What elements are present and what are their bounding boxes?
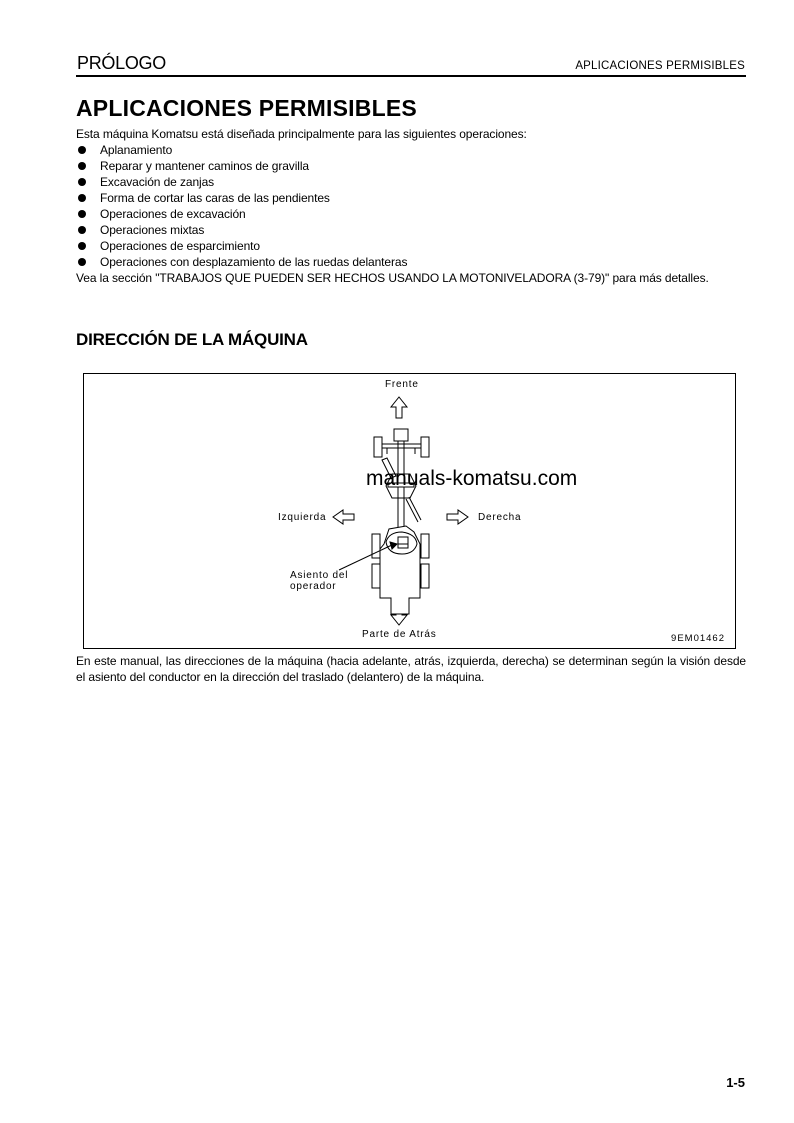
- label-front: Frente: [385, 379, 419, 390]
- figure-code: 9EM01462: [671, 633, 725, 644]
- label-seat-line2: operador: [290, 581, 337, 592]
- label-rear: Parte de Atrás: [362, 629, 437, 640]
- bullet-icon: [78, 226, 86, 234]
- page-number: 1-5: [726, 1075, 745, 1090]
- label-right: Derecha: [478, 512, 522, 523]
- direction-title: DIRECCIÓN DE LA MÁQUINA: [76, 330, 308, 349]
- list-item: Excavación de zanjas: [76, 174, 407, 190]
- bullet-icon: [78, 194, 86, 202]
- bullet-icon: [78, 258, 86, 266]
- motor-grader-diagram-icon: [84, 374, 737, 650]
- see-more-text: Vea la sección "TRABAJOS QUE PUEDEN SER HECHOS USANDO LA MOTONIVELADORA (3-79)" para más detalles.: [76, 271, 709, 285]
- bullet-icon: [78, 242, 86, 250]
- header-rule: [76, 75, 746, 77]
- page-header-topic: APLICACIONES PERMISIBLES: [575, 60, 745, 72]
- list-item: Forma de cortar las caras de las pendientes: [76, 190, 407, 206]
- list-item: Operaciones de excavación: [76, 206, 407, 222]
- applications-intro: Esta máquina Komatsu está diseñada principalmente para las siguientes operaciones:: [76, 127, 527, 141]
- list-item: Operaciones mixtas: [76, 222, 407, 238]
- bullet-icon: [78, 210, 86, 218]
- list-item: Aplanamiento: [76, 142, 407, 158]
- bullet-icon: [78, 146, 86, 154]
- bullet-icon: [78, 162, 86, 170]
- watermark-text: manuals-komatsu.com: [366, 467, 578, 490]
- applications-list: [76, 142, 407, 270]
- label-left: Izquierda: [278, 512, 327, 523]
- label-seat-line1: Asiento del: [290, 570, 349, 581]
- list-item: Reparar y mantener caminos de gravilla: [76, 158, 407, 174]
- direction-caption: En este manual, las direcciones de la máquina (hacia adelante, atrás, izquierda, derecha) se determinan según la visión desde el asiento del conductor en la dirección del traslado (delantero) de la máquina.: [76, 654, 746, 684]
- bullet-icon: [78, 178, 86, 186]
- list-item: Operaciones con desplazamiento de las ruedas delanteras: [76, 254, 407, 270]
- applications-title: APLICACIONES PERMISIBLES: [76, 95, 417, 121]
- list-item: Operaciones de esparcimiento: [76, 238, 407, 254]
- page-header-section: PRÓLOGO: [77, 53, 166, 73]
- machine-direction-figure: [83, 373, 736, 649]
